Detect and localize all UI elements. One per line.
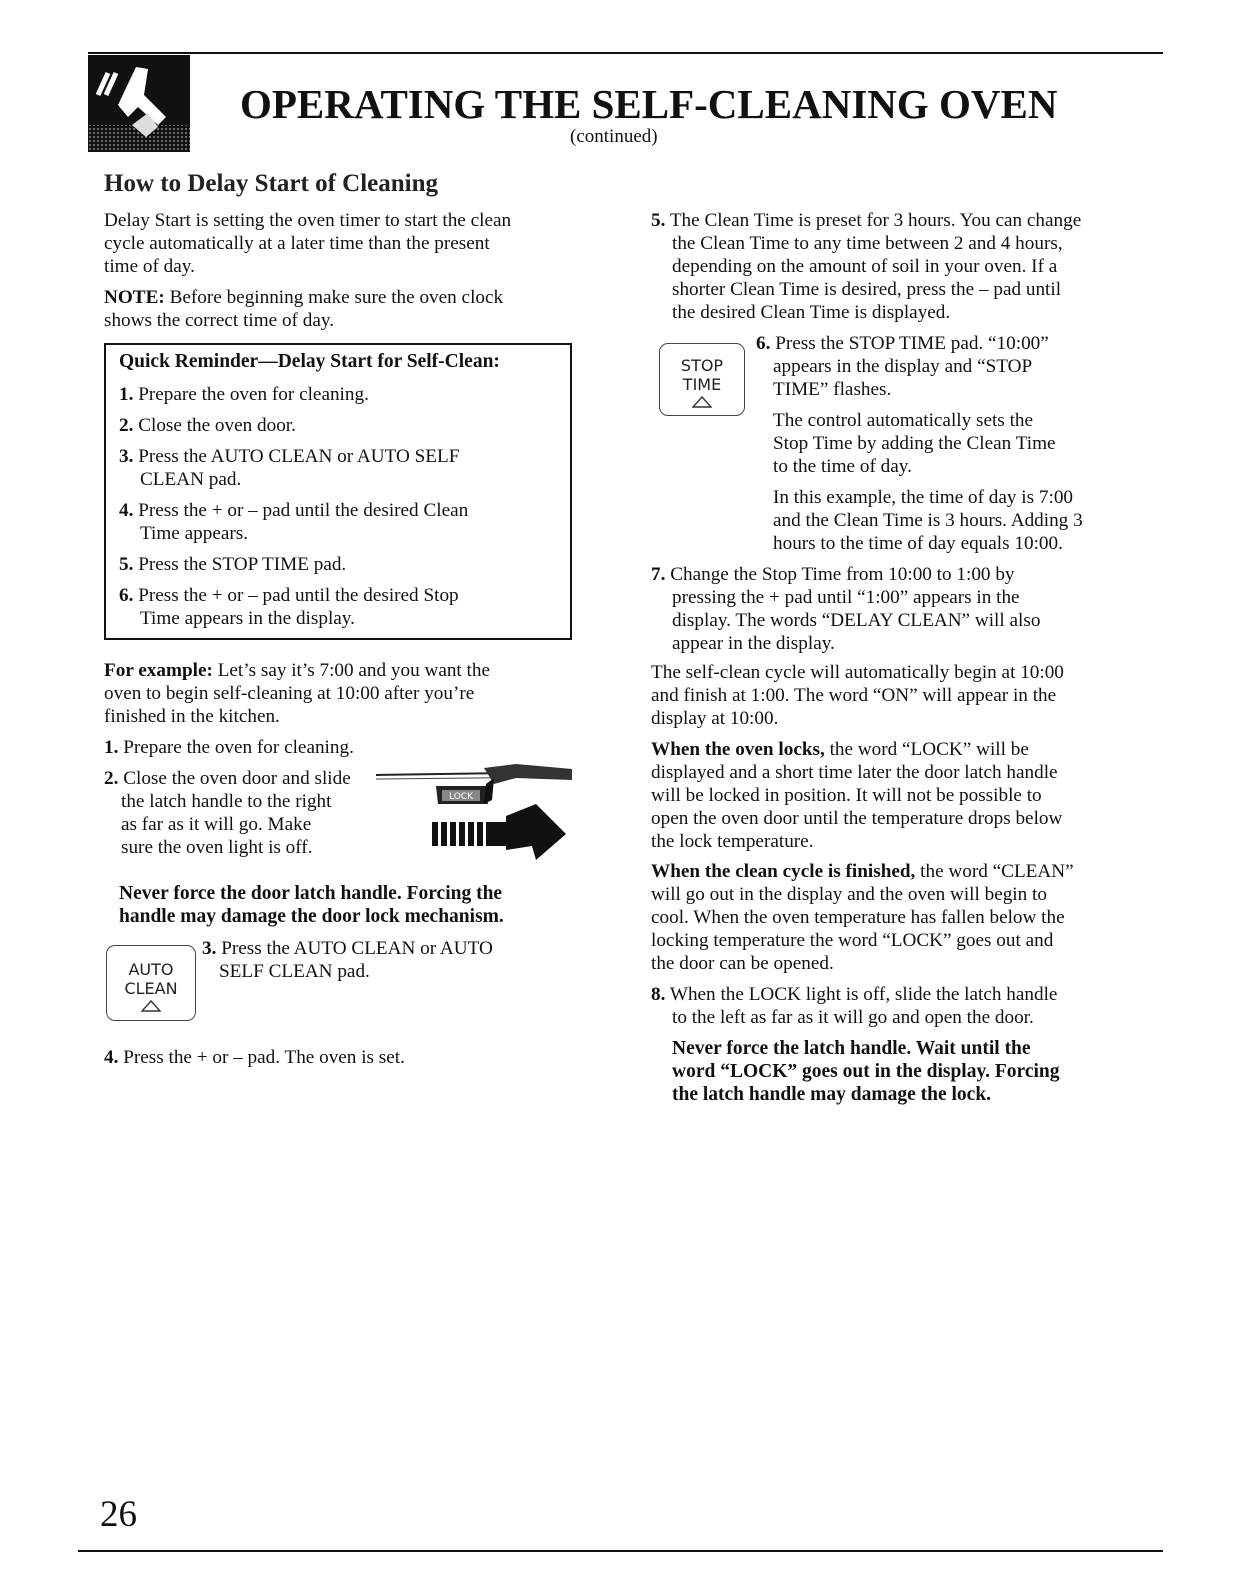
- section-heading: How to Delay Start of Cleaning: [104, 170, 438, 197]
- note-label: NOTE:: [104, 287, 165, 308]
- step-text: Prepare the oven for cleaning.: [118, 737, 354, 758]
- paragraph-text: will be locked in position. It will not be possible to: [651, 785, 1042, 806]
- warning-text: Never force the latch handle. Wait until the: [672, 1038, 1031, 1059]
- left-step-4: [104, 1046, 405, 1069]
- right-step-5: [651, 209, 1081, 324]
- step-number: 6.: [119, 585, 134, 606]
- example-text: finished in the kitchen.: [104, 706, 280, 727]
- step-number: 1.: [104, 737, 119, 758]
- step-text: Prepare the oven for cleaning.: [133, 384, 369, 405]
- note-text: shows the correct time of day.: [104, 310, 334, 331]
- step-text: Time appears in the display.: [140, 608, 355, 629]
- footer-rule: [78, 1550, 1163, 1552]
- intro-line: time of day.: [104, 256, 195, 277]
- paragraph-text: The self-clean cycle will automatically begin at 10:00: [651, 662, 1064, 683]
- paragraph-label: When the clean cycle is finished,: [651, 861, 916, 882]
- intro-paragraph: [104, 209, 511, 278]
- step-text: Press the AUTO CLEAN or AUTO: [216, 938, 493, 959]
- reminder-step: [119, 383, 369, 406]
- paragraph-text: will go out in the display and the oven will begin to: [651, 884, 1047, 905]
- paragraph-text: displayed and a short time later the door latch handle: [651, 762, 1058, 783]
- safety-logo-icon: [88, 55, 190, 152]
- step-text: as far as it will go. Make: [121, 814, 312, 835]
- step-number: 3.: [119, 446, 134, 467]
- note-text: In this example, the time of day is 7:00: [773, 487, 1074, 508]
- note-text: The control automatically sets the: [773, 410, 1034, 431]
- step-text: The Clean Time is preset for 3 hours. You can change: [665, 210, 1082, 231]
- left-step-3: [202, 937, 493, 983]
- page-title: OPERATING THE SELF-CLEANING OVEN: [240, 81, 1058, 127]
- step-number: 7.: [651, 564, 666, 585]
- step-text: depending on the amount of soil in your oven. If a: [672, 256, 1058, 277]
- step-text: appears in the display and “STOP: [773, 356, 1033, 377]
- step-number: 4.: [104, 1047, 119, 1068]
- reminder-step: [119, 553, 346, 576]
- step-number: 3.: [202, 938, 217, 959]
- lock-warning: [672, 1037, 1060, 1106]
- right-step-8: [651, 983, 1057, 1029]
- right-step-6: [756, 332, 1049, 401]
- step-number: 8.: [651, 984, 666, 1005]
- clean-finished-paragraph: [651, 860, 1074, 975]
- oven-locks-paragraph: [651, 738, 1062, 853]
- pad-label: STOP: [680, 356, 724, 375]
- latch-handle-illustration: [376, 760, 576, 865]
- paragraph-text: display at 10:00.: [651, 708, 779, 729]
- note-paragraph: [104, 286, 503, 332]
- step-text: display. The words “DELAY CLEAN” will also: [672, 610, 1041, 631]
- left-step-1: [104, 736, 354, 759]
- example-paragraph: [104, 659, 490, 728]
- step-number: 5.: [119, 554, 134, 575]
- paragraph-text: and finish at 1:00. The word “ON” will appear in the: [651, 685, 1057, 706]
- step-6-note-example: [773, 486, 1083, 555]
- paragraph-text: the lock temperature.: [651, 831, 814, 852]
- example-label: For example:: [104, 660, 213, 681]
- note-text: and the Clean Time is 3 hours. Adding 3: [773, 510, 1083, 531]
- step-text: Close the oven door and slide: [118, 768, 351, 789]
- warning-text: word “LOCK” goes out in the display. Forcing: [672, 1061, 1060, 1082]
- step-text: the desired Clean Time is displayed.: [672, 302, 951, 323]
- step-text: Close the oven door.: [133, 415, 296, 436]
- step-text: When the LOCK light is off, slide the latch handle: [665, 984, 1058, 1005]
- example-text: oven to begin self-cleaning at 10:00 after you’re: [104, 683, 475, 704]
- note-text: to the time of day.: [773, 456, 912, 477]
- intro-line: Delay Start is setting the oven timer to start the clean: [104, 210, 512, 231]
- triangle-icon: [692, 396, 712, 408]
- reminder-step: [119, 584, 459, 630]
- step-text: shorter Clean Time is desired, press the – pad until: [672, 279, 1062, 300]
- reminder-step: [119, 445, 459, 491]
- latch-warning: [119, 882, 504, 928]
- step-text: the latch handle to the right: [121, 791, 332, 812]
- step-text: Press the + or – pad until the desired Stop: [133, 585, 459, 606]
- pad-label: TIME: [682, 375, 722, 394]
- step-text: Time appears.: [140, 523, 249, 544]
- step-number: 5.: [651, 210, 666, 231]
- left-step-2: [104, 767, 351, 859]
- note-text: hours to the time of day equals 10:00.: [773, 533, 1063, 554]
- step-6-note-control: [773, 409, 1056, 478]
- stop-time-pad[interactable]: [659, 343, 745, 416]
- paragraph-label: When the oven locks,: [651, 739, 825, 760]
- pad-label: CLEAN: [124, 979, 178, 998]
- warning-text: the latch handle may damage the lock.: [672, 1084, 992, 1105]
- step-text: to the left as far as it will go and open the door.: [672, 1007, 1034, 1028]
- page-number: 26: [100, 1494, 137, 1535]
- warning-text: handle may damage the door lock mechanism.: [119, 906, 504, 927]
- paragraph-text: cool. When the oven temperature has fallen below the: [651, 907, 1065, 928]
- step-number: 4.: [119, 500, 134, 521]
- step-text: Press the + or – pad until the desired Clean: [133, 500, 469, 521]
- paragraph-text: the door can be opened.: [651, 953, 834, 974]
- right-step-7: [651, 563, 1040, 655]
- paragraph-text: locking temperature the word “LOCK” goes out and: [651, 930, 1054, 951]
- paragraph-text: the word “LOCK” will be: [824, 739, 1029, 760]
- step-text: Press the AUTO CLEAN or AUTO SELF: [133, 446, 460, 467]
- step-text: TIME” flashes.: [773, 379, 892, 400]
- intro-line: cycle automatically at a later time than the present: [104, 233, 490, 254]
- note-text: Stop Time by adding the Clean Time: [773, 433, 1056, 454]
- pad-label: AUTO: [128, 960, 174, 979]
- warning-text: Never force the door latch handle. Forcing the: [119, 883, 503, 904]
- step-number: 2.: [119, 415, 134, 436]
- step-number: 2.: [104, 768, 119, 789]
- step-text: Press the STOP TIME pad. “10:00”: [770, 333, 1049, 354]
- step-text: Press the STOP TIME pad.: [133, 554, 347, 575]
- step-text: Press the + or – pad. The oven is set.: [118, 1047, 405, 1068]
- auto-begin-paragraph: [651, 661, 1064, 730]
- reminder-step: [119, 499, 468, 545]
- step-text: appear in the display.: [672, 633, 835, 654]
- step-text: CLEAN pad.: [140, 469, 242, 490]
- step-text: SELF CLEAN pad.: [219, 961, 370, 982]
- header-rule: [88, 52, 1163, 54]
- page-subtitle: (continued): [570, 126, 658, 147]
- example-text: Let’s say it’s 7:00 and you want the: [212, 660, 491, 681]
- paragraph-text: open the oven door until the temperature drops below: [651, 808, 1063, 829]
- step-number: 6.: [756, 333, 771, 354]
- triangle-icon: [141, 1000, 161, 1012]
- paragraph-text: the word “CLEAN”: [915, 861, 1074, 882]
- step-number: 1.: [119, 384, 134, 405]
- quick-reminder-title: Quick Reminder—Delay Start for Self-Clean:: [119, 351, 500, 372]
- step-text: the Clean Time to any time between 2 and 4 hours,: [672, 233, 1063, 254]
- step-text: pressing the + pad until “1:00” appears in the: [672, 587, 1020, 608]
- step-text: Change the Stop Time from 10:00 to 1:00 by: [665, 564, 1015, 585]
- step-text: sure the oven light is off.: [121, 837, 313, 858]
- latch-lock-tag: LOCK: [449, 792, 473, 802]
- auto-clean-pad[interactable]: [106, 945, 196, 1021]
- reminder-step: [119, 414, 296, 437]
- note-text: Before beginning make sure the oven clock: [164, 287, 504, 308]
